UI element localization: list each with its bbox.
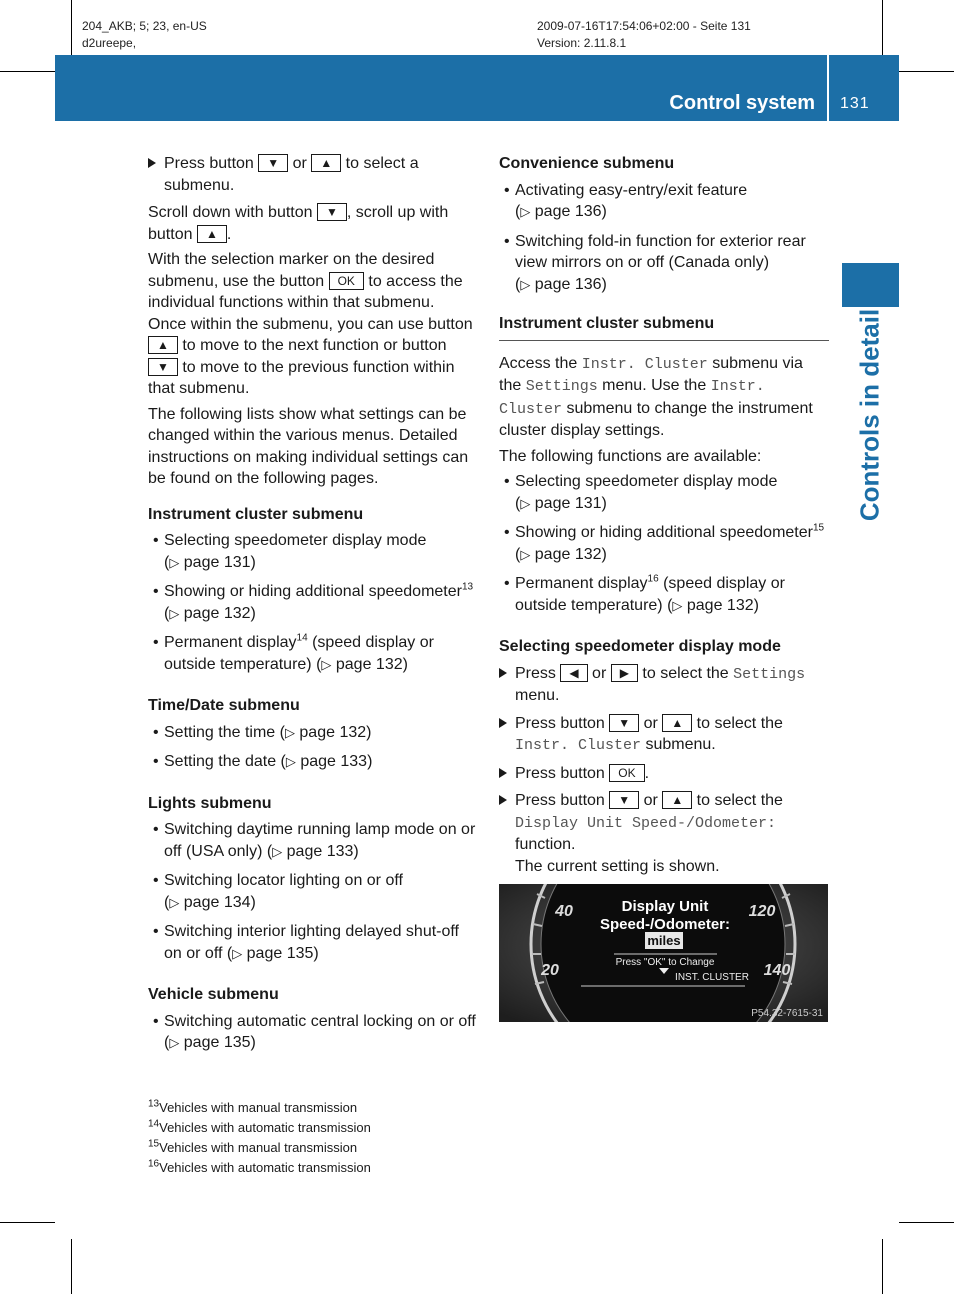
footnote: $^{14}$Vehicles with automatic transmission [148,1118,371,1135]
footnote-ref: 16 [647,573,659,585]
meta-line: d2ureepe, [82,36,137,50]
down-key: ▼ [258,154,288,172]
step-text: or [292,155,307,172]
meta-line: Version: 2.11.8.1 [537,36,627,50]
cluster-display-graphic [499,884,828,1022]
step-text: to select a submenu. [164,155,419,194]
crop-mark [899,1222,954,1223]
gauge-number: 20 [541,962,559,979]
meta-line: 2009-07-16T17:54:06+02:00 - Seite 131 [537,19,751,33]
gauge-number: 120 [748,903,776,920]
footnote-ref: 13 [461,581,474,593]
footnote-ref: 14 [296,632,308,644]
text: to move to the next function or button [182,337,447,354]
meta-line: 204_AKB; 5; 23, en-US [82,19,207,33]
subheading: Vehicle submenu [148,986,279,1003]
instruction-step: Press button ▼ or ▲ to select the Display Unit Speed-/Odometer: function. The current setting is shown. [499,790,829,877]
list-item: • Showing or hiding additional speedometer$^{13}$ (▷ page 132) [153,581,474,622]
display-text: Instr. Cluster [499,378,765,418]
list-item: • Switching interior lighting delayed shut-off on or off (▷ page 135) [153,923,459,962]
paragraph: Access the Instr. Cluster submenu via the Settings menu. Use the Instr. Cluster submenu to change the instrument cluster display settings. [499,354,813,439]
page-ref[interactable]: (▷ page 135) [226,944,319,962]
display-line2: Speed-/Odometer: [599,916,731,933]
page-ref[interactable]: (▷ page 131) [164,553,256,571]
text: With the selection marker on the desired submenu, use the button [148,251,435,290]
crop-mark [71,0,72,55]
step-arrow-icon [499,668,507,678]
page-ref[interactable]: (▷ page 135) [164,1034,256,1051]
subheading: Instrument cluster submenu [148,505,364,523]
list-item: • Permanent display$^{14}$ (speed display or outside temperature) (▷ page 132) [153,632,434,673]
up-key: ▲ [148,336,178,354]
display-value: miles [647,933,681,948]
crop-mark [0,1222,55,1223]
list-item: • Selecting speedometer display mode (▷ page 131) [504,473,778,512]
chapter-tab [842,263,899,307]
cluster-display-photo [499,884,828,1022]
text: Once within the submenu, you can use button [148,315,473,333]
subheading: Lights submenu [148,794,272,812]
list-item: • Switching fold-in function for exterior rear view mirrors on or off (Canada only) (▷ page 136) [504,232,806,293]
crop-mark [71,1239,72,1294]
step-arrow-icon [499,795,507,805]
crop-mark [882,1239,883,1294]
step-text: Press button [164,155,254,172]
list-item: • Switching daytime running lamp mode on or off (USA only) (▷ page 133) [153,821,476,860]
paragraph: The following functions are available: [499,447,762,465]
page-ref[interactable]: (▷ page 131) [515,494,607,512]
header-divider [827,55,829,121]
footnote-ref: 15 [812,522,825,534]
right-column [499,153,829,883]
list-item: • Permanent display$^{16}$ (speed display or outside temperature) (▷ page 132) [504,573,785,614]
display-line1: Display Unit [621,898,709,915]
list-item: • Switching automatic central locking on or off (▷ page 135) [153,1012,476,1051]
list-item: • Switching locator lighting on or off (▷ page 134) [153,872,403,911]
up-key: ▲ [197,225,227,243]
section-heading: Instrument cluster submenu [499,313,829,341]
down-key: ▼ [317,203,347,221]
left-key: ◀ [560,664,587,682]
crop-mark [899,71,954,72]
page-ref[interactable]: (▷ page 136) [515,203,607,220]
gauge-number: 140 [763,962,791,979]
list-item: • Setting the time (▷ page 132) [153,723,372,741]
display-nav: INST. CLUSTER [675,972,749,983]
footnote: $^{16}$Vehicles with automatic transmission [148,1158,371,1175]
text: to move to the previous function within that submenu. [148,358,455,397]
subheading: Convenience submenu [499,155,675,172]
crop-mark [0,71,55,72]
instruction-step [148,153,480,196]
page-ref[interactable]: (▷ page 132) [515,545,607,563]
text: . [226,225,232,243]
section-title: Control system [669,92,815,114]
display-text: Settings [525,378,598,395]
page-ref[interactable]: (▷ page 132) [667,596,759,614]
down-key: ▼ [148,358,178,376]
page-ref[interactable]: (▷ page 136) [515,275,607,293]
text: to access the individual functions within that submenu. [148,272,463,311]
subheading: Time/Date submenu [148,697,300,714]
subheading: Selecting speedometer display mode [499,638,781,655]
paragraph: The following lists show what settings can be changed within the various menus. Detailed instructions on making individual settings can be found on the following pages. [148,405,469,487]
chapter-label: Controls in detail [854,308,885,522]
crop-mark [882,0,883,55]
print-meta-right [537,18,751,52]
paragraph [148,249,480,314]
page-ref[interactable]: (▷ page 133) [280,753,373,770]
display-text: Instr. Cluster [581,355,708,373]
display-text: Settings [733,665,806,683]
display-text: Instr. Cluster [515,737,642,754]
up-key: ▲ [662,791,692,809]
right-key: ▶ [611,664,638,682]
paragraph [148,314,480,400]
ok-key: OK [609,764,644,782]
list-item: • Setting the date (▷ page 133) [153,753,373,770]
instruction-step: Press ◀ or ▶ to select the Settings menu. [499,663,829,707]
footnote: $^{15}$Vehicles with manual transmission [148,1138,358,1155]
text: Scroll down with button [148,204,313,221]
step-arrow-icon [148,158,156,168]
gauge-number: 40 [555,903,573,920]
up-key: ▲ [311,154,341,172]
page-ref[interactable]: (▷ page 133) [266,842,359,860]
display-text: Display Unit Speed-/Odometer: [515,814,777,832]
down-key: ▼ [609,714,639,732]
page-ref[interactable]: (▷ page 134) [164,893,256,911]
left-column [148,153,480,1062]
list-item: • Activating easy-entry/exit feature (▷ page 136) [504,181,748,220]
print-meta-left [82,18,207,52]
footnote: $^{13}$Vehicles with manual transmission [148,1098,358,1115]
instruction-step: Press button ▼ or ▲ to select the Instr. Cluster submenu. [499,713,829,757]
text: , scroll up with button [148,204,449,243]
list-item: • Showing or hiding additional speedometer$^{15}$ (▷ page 132) [504,522,825,563]
ok-key: OK [329,272,364,290]
figure-code: P54.32-7615-31 [751,1008,823,1019]
page-ref[interactable]: (▷ page 132) [164,604,256,622]
header-bar [55,55,899,121]
down-key: ▼ [609,791,639,809]
page-ref[interactable]: (▷ page 132) [316,655,408,673]
page-ref[interactable]: (▷ page 132) [279,723,372,741]
step-arrow-icon [499,768,507,778]
list-item: • Selecting speedometer display mode (▷ page 131) [153,532,427,571]
instruction-step: Press button OK . [499,763,829,785]
paragraph [148,202,480,245]
footnotes [148,1098,371,1178]
step-arrow-icon [499,718,507,728]
up-key: ▲ [662,714,692,732]
page-number: 131 [840,95,870,112]
display-hint: Press "OK" to Change [615,957,715,968]
